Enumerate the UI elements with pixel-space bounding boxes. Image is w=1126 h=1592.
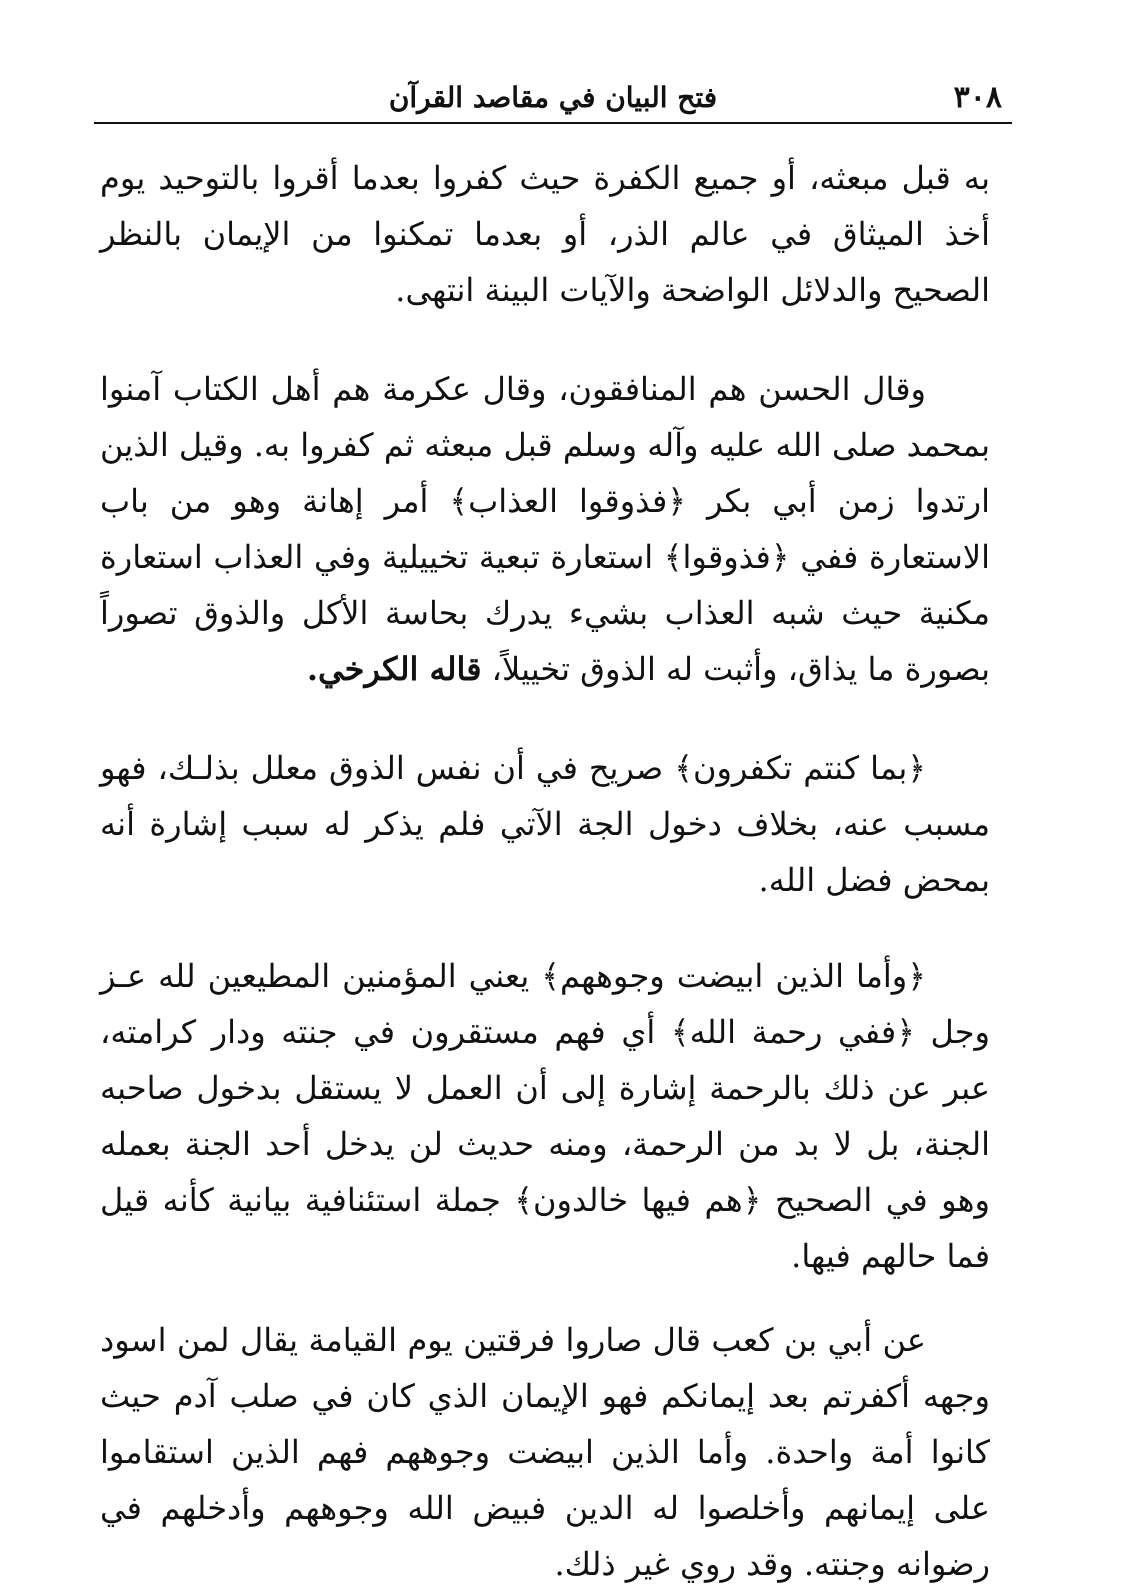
page-number: ٣٠٨: [953, 80, 1002, 115]
paragraph-2-text: وقال الحسن هم المنافقون، وقال عكرمة هم أهل الكتاب آمنوا بمحمد صلى الله عليه وآله وسلم قبل مبعثه ثم كفروا به. وقيل الذين ارتدوا زمن أبي بكر ﴿فذوقوا العذاب﴾ أمر إهانة وهو من باب الاستعارة ففي ﴿فذوقوا﴾ استعارة تبعية تخييلية وفي العذاب استعارة مكنية حيث شبه العذاب بشيء يدرك بحاسة الأكل والذوق تصوراً بصورة ما يذاق، وأثبت له الذوق تخييلاً،: [100, 370, 991, 688]
paragraph-3: ﴿بما كنتم تكفرون﴾ صريح في أن نفس الذوق معلل بذلـك، فهو مسبب عنه، بخلاف دخول الجة الآتي فلم يذكر له سبب إشارة أنه بمحض فضل الله.: [100, 749, 990, 899]
running-title: فتح البيان في مقاصد القرآن: [388, 81, 718, 114]
paragraph-2: [100, 361, 990, 697]
paragraph-5: عن أبي بن كعب قال صاروا فرقتين يوم القيامة يقال لمن اسود وجهه أكفرتم بعد إيمانكم فهو الإيمان الذي كان في صلب آدم حيث كانوا أمة واحدة. وأما الذين ابيضت وجوههم فهم الذين استقاموا على إيمانهم وأخلصوا له الدين فبيض الله وجوههم وأدخلهم في رضوانه وجنته. وقد روي غير ذلك.: [100, 1321, 991, 1583]
running-header: [94, 74, 1012, 124]
body-text: [100, 150, 990, 1592]
paragraph-4: ﴿وأما الذين ابيضت وجوههم﴾ يعني المؤمنين المطيعين لله عـز وجل ﴿ففي رحمة الله﴾ أي فهم مستقرون في جنته ودار كرامته، عبر عن ذلك بالرحمة إشارة إلى أن العمل لا يستقل بدخول صاحبه الجنة، بل لا بد من الرحمة، ومنه حديث لن يدخل أحد الجنة بعمله وهو في الصحيح ﴿هم فيها خالدون﴾ جملة استئنافية بيانية كأنه قيل فما حالهم فيها.: [100, 957, 990, 1275]
paragraph-2-attribution: قاله الكرخي.: [306, 650, 482, 688]
paragraph-1: به قبل مبعثه، أو جميع الكفرة حيث كفروا بعدما أقروا بالتوحيد يوم أخذ الميثاق في عالم الذر، أو بعدما تمكنوا من الإيمان بالنظر الصحيح والدلائل الواضحة والآيات البينة انتهى.: [100, 159, 990, 309]
